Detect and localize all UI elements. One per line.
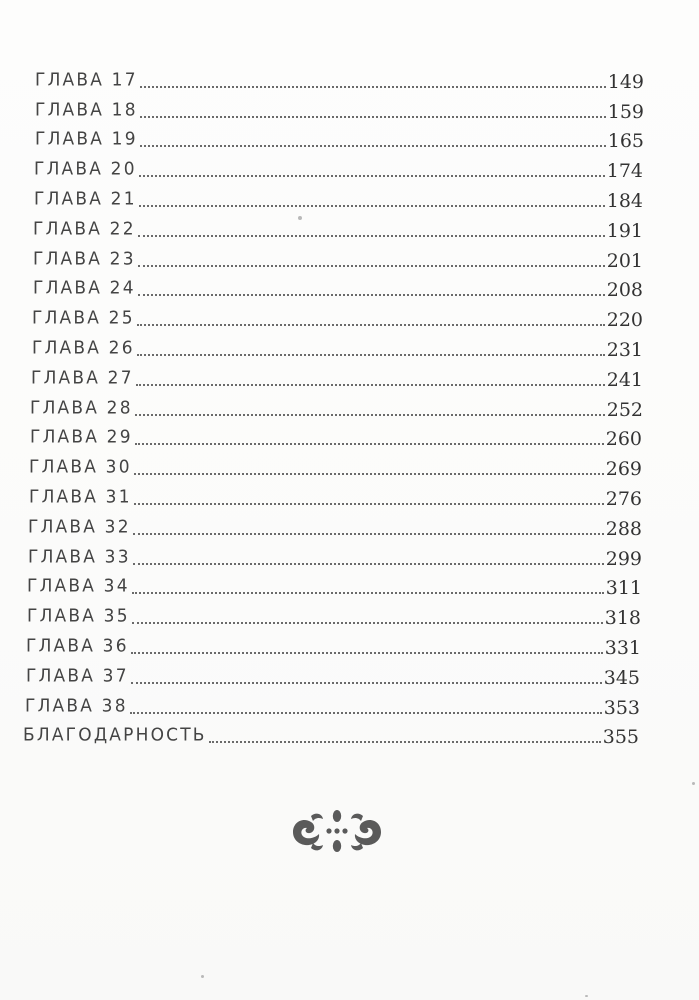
paper-speck	[585, 995, 588, 997]
dot-leader	[133, 563, 604, 565]
fleuron-ornament-icon	[289, 808, 385, 854]
dot-leader	[131, 652, 603, 654]
dot-leader	[134, 503, 604, 505]
toc-entry-label: ГЛАВА 34	[27, 576, 130, 598]
toc-entry-page-number: 165	[607, 130, 644, 153]
dot-leader	[131, 682, 602, 684]
toc-entry-label: ГЛАВА 25	[32, 308, 135, 330]
dot-leader	[134, 473, 604, 475]
toc-entry-page-number: 299	[605, 547, 642, 570]
toc-entry-page-number: 201	[606, 249, 643, 272]
toc-entry-label: ГЛАВА 17	[35, 69, 138, 91]
toc-entry	[0, 510, 699, 540]
toc-entry-label: ГЛАВА 33	[28, 546, 131, 568]
toc-entry	[0, 570, 699, 600]
dot-leader	[137, 324, 605, 326]
dot-leader	[138, 294, 605, 296]
toc-entry	[0, 450, 699, 480]
toc-entry-page-number: 208	[606, 279, 643, 302]
toc-entry	[0, 212, 699, 242]
toc-entry-page-number: 288	[605, 517, 642, 540]
toc-entry-page-number: 276	[605, 487, 642, 510]
toc-entry	[0, 391, 699, 421]
toc-entry	[0, 361, 699, 391]
dot-leader	[140, 86, 606, 88]
toc-entry-label: ГЛАВА 18	[35, 99, 138, 121]
paper-speck	[298, 216, 302, 220]
toc-entry-page-number: 159	[607, 100, 644, 123]
dot-leader	[140, 145, 606, 147]
toc-entry	[0, 272, 699, 302]
toc-entry	[0, 182, 699, 212]
toc-entry-page-number: 345	[603, 666, 640, 689]
toc-entry-page-number: 260	[605, 428, 642, 451]
dot-leader	[132, 622, 603, 624]
toc-entry-label: ГЛАВА 21	[34, 188, 137, 210]
toc-entry	[0, 421, 699, 451]
dot-leader	[209, 741, 601, 743]
toc-entry-page-number: 241	[606, 368, 643, 391]
toc-entry-label: ГЛАВА 32	[28, 516, 131, 538]
toc-entry-label: ГЛАВА 19	[35, 129, 138, 151]
dot-leader	[135, 414, 605, 416]
dot-leader	[132, 592, 604, 594]
paper-speck	[692, 782, 695, 785]
toc-entry-page-number: 331	[604, 636, 641, 659]
dot-leader	[138, 265, 605, 267]
toc-entry-page-number: 252	[606, 398, 643, 421]
toc-entry-label: ГЛАВА 27	[31, 367, 134, 389]
toc-entry-label: ГЛАВА 38	[25, 695, 128, 717]
toc-entry-page-number: 174	[606, 160, 643, 183]
toc-entry	[0, 152, 699, 182]
toc-entry	[0, 63, 699, 93]
dot-leader	[133, 533, 604, 535]
toc-entry	[0, 689, 699, 719]
toc-entry	[0, 540, 699, 570]
toc-entry-page-number: 184	[606, 189, 643, 212]
dot-leader	[139, 205, 605, 207]
toc-entry	[0, 93, 699, 123]
toc-entry-label: ГЛАВА 29	[30, 427, 133, 449]
toc-entry	[0, 659, 699, 689]
toc-entry-label: ГЛАВА 36	[26, 635, 129, 657]
toc-entry-label: ГЛАВА 30	[29, 457, 132, 479]
toc-entry-label: ГЛАВА 28	[30, 397, 133, 419]
toc-entry	[0, 123, 699, 153]
toc-entry-label: БЛАГОДАРНОСТЬ	[23, 725, 207, 747]
dot-leader	[138, 235, 605, 237]
toc-entry	[0, 599, 699, 629]
paper-speck	[201, 975, 204, 978]
toc-entry	[0, 719, 699, 749]
toc-entry	[0, 242, 699, 272]
toc-entry-page-number: 353	[603, 696, 640, 719]
dot-leader	[135, 443, 604, 445]
toc-entry-page-number: 269	[605, 458, 642, 481]
toc-entry-page-number: 231	[606, 338, 643, 361]
toc-entry-page-number: 318	[604, 607, 641, 630]
toc-entry-page-number: 191	[606, 219, 643, 242]
toc-entry-page-number: 355	[602, 726, 639, 749]
toc-entry-label: ГЛАВА 26	[32, 337, 135, 359]
dot-leader	[130, 712, 602, 714]
toc-entry	[0, 331, 699, 361]
toc-entry-label: ГЛАВА 22	[33, 218, 136, 240]
dot-leader	[136, 384, 605, 386]
toc-entry-label: ГЛАВА 37	[26, 665, 129, 687]
table-of-contents	[0, 63, 699, 748]
toc-entry	[0, 629, 699, 659]
toc-entry-label: ГЛАВА 23	[33, 248, 136, 270]
toc-entry	[0, 480, 699, 510]
dot-leader	[140, 116, 606, 118]
toc-entry-label: ГЛАВА 31	[29, 486, 132, 508]
toc-entry	[0, 301, 699, 331]
toc-entry-label: ГЛАВА 24	[33, 278, 136, 300]
toc-entry-label: ГЛАВА 20	[34, 159, 137, 181]
toc-entry-label: ГЛАВА 35	[27, 606, 130, 628]
toc-entry-page-number: 220	[606, 309, 643, 332]
toc-entry-page-number: 149	[607, 70, 644, 93]
toc-entry-page-number: 311	[605, 577, 642, 600]
dot-leader	[139, 175, 605, 177]
dot-leader	[137, 354, 605, 356]
